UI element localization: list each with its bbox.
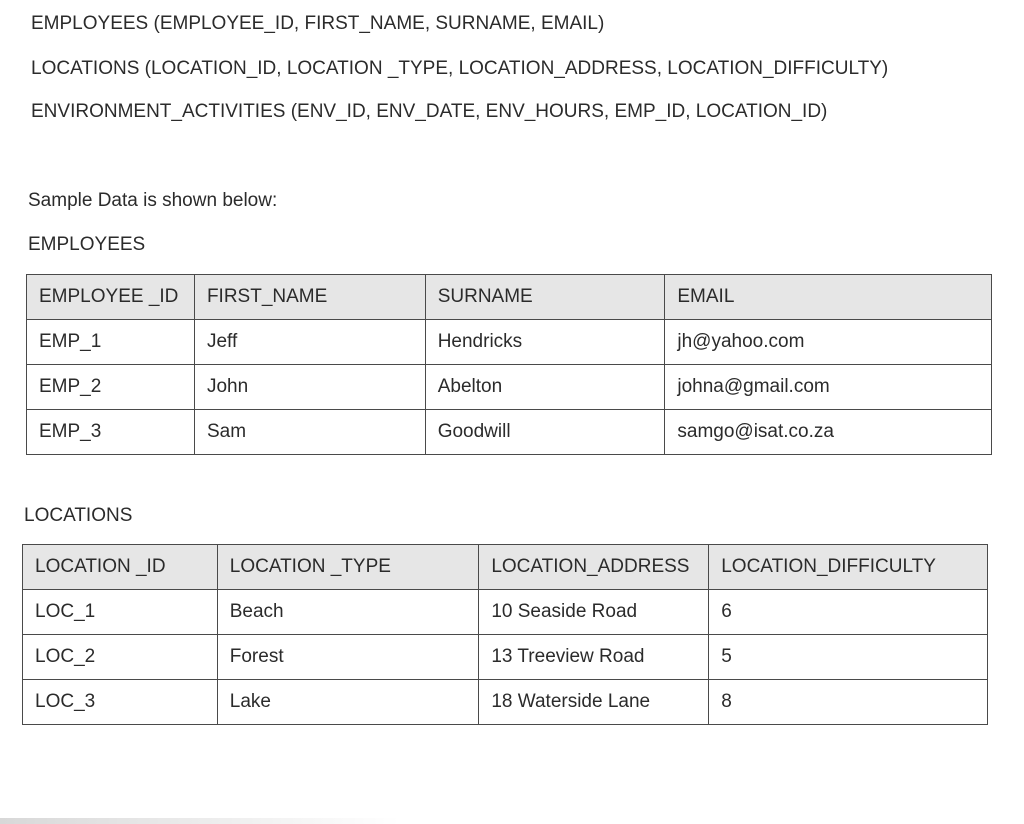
table-cell: Hendricks [425,320,665,365]
table-cell: Abelton [425,365,665,410]
table-cell: 6 [709,590,988,635]
schema-locations: LOCATIONS (LOCATION_ID, LOCATION _TYPE, LOCATION_ADDRESS, LOCATION_DIFFICULTY) [31,58,889,79]
column-header: EMPLOYEE _ID [27,275,195,320]
table-row [27,410,992,455]
table-row [23,680,988,725]
page-edge-divider [0,818,400,824]
table-cell: 13 Treeview Road [479,635,709,680]
column-header: SURNAME [425,275,665,320]
table-cell: LOC_2 [23,635,218,680]
table-cell: EMP_2 [27,365,195,410]
schema-environment-activities: ENVIRONMENT_ACTIVITIES (ENV_ID, ENV_DATE, ENV_HOURS, EMP_ID, LOCATION_ID) [31,101,828,122]
table-cell: EMP_3 [27,410,195,455]
table-cell: 10 Seaside Road [479,590,709,635]
table-row [23,635,988,680]
table-cell: johna@gmail.com [665,365,992,410]
column-header: LOCATION _TYPE [217,545,479,590]
employees-caption: EMPLOYEES [28,234,146,255]
locations-caption: LOCATIONS [24,505,133,526]
table-cell: Goodwill [425,410,665,455]
table-cell: Forest [217,635,479,680]
table-cell: EMP_1 [27,320,195,365]
column-header: LOCATION _ID [23,545,218,590]
table-cell: Jeff [194,320,425,365]
table-cell: 18 Waterside Lane [479,680,709,725]
table-cell: John [194,365,425,410]
column-header: EMAIL [665,275,992,320]
table-row [23,590,988,635]
table-cell: Lake [217,680,479,725]
column-header: LOCATION_ADDRESS [479,545,709,590]
locations-table [22,544,988,725]
table-cell: jh@yahoo.com [665,320,992,365]
sample-intro: Sample Data is shown below: [28,190,278,211]
employees-table [26,274,992,455]
schema-employees: EMPLOYEES (EMPLOYEE_ID, FIRST_NAME, SURNAME, EMAIL) [31,13,605,34]
column-header: FIRST_NAME [194,275,425,320]
table-cell: Beach [217,590,479,635]
table-cell: 8 [709,680,988,725]
table-cell: LOC_1 [23,590,218,635]
table-cell: Sam [194,410,425,455]
table-cell: samgo@isat.co.za [665,410,992,455]
table-header-row [23,545,988,590]
column-header: LOCATION_DIFFICULTY [709,545,988,590]
table-row [27,365,992,410]
table-cell: 5 [709,635,988,680]
table-row [27,320,992,365]
table-cell: LOC_3 [23,680,218,725]
table-header-row [27,275,992,320]
